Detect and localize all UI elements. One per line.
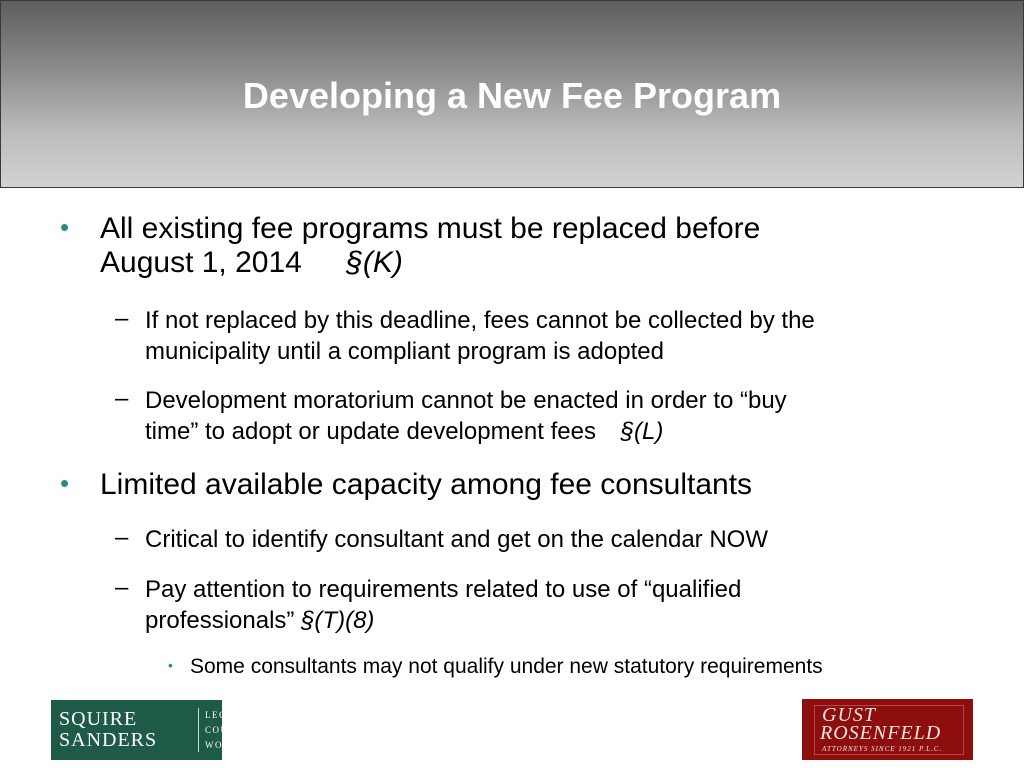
dash-icon: – <box>115 574 129 601</box>
statute-citation: §(T)(8) <box>301 607 375 634</box>
bullet-icon: • <box>60 468 70 498</box>
sub-bullet-line: professionals” <box>145 607 295 634</box>
sub-bullet-text <box>145 574 741 636</box>
logo-divider <box>198 708 199 752</box>
sub-bullet-text <box>145 524 768 555</box>
bullet-line: Limited available capacity among fee consultants <box>100 468 753 501</box>
sub-bullet-line: If not replaced by this deadline, fees cannot be collected by the <box>145 307 815 334</box>
squire-sanders-logo <box>51 700 275 760</box>
logo-text: SQUIRE <box>59 708 138 730</box>
logo-tagline: COUNSEL <box>205 725 258 735</box>
statute-citation: §(K) <box>346 246 403 279</box>
logo-tagline: ATTORNEYS SINCE 1921 P.L.C. <box>822 745 943 753</box>
bullet-icon: • <box>168 657 173 673</box>
sub-bullet-line: municipality until a compliant program is adopted <box>145 338 664 365</box>
sub-sub-bullet-text <box>190 654 823 680</box>
dash-icon: – <box>115 524 129 551</box>
sub-bullet-text <box>145 305 815 367</box>
sub-bullet-line: Development moratorium cannot be enacted in order to “buy <box>145 387 787 414</box>
logo-tagline: WORLDWIDE <box>205 740 275 750</box>
bullet-text <box>100 468 752 502</box>
sub-bullet-line: Critical to identify consultant and get on the calendar NOW <box>145 526 768 553</box>
bullet-text <box>100 212 760 280</box>
dash-icon: – <box>115 305 129 332</box>
gust-rosenfeld-logo <box>802 699 973 760</box>
logo-tagline: LEGAL <box>205 710 242 720</box>
sub-bullet-text <box>145 385 787 447</box>
statute-citation: §(L) <box>620 418 664 445</box>
logo-text: GUST <box>822 704 877 726</box>
bullet-line: All existing fee programs must be replaced before <box>100 212 761 245</box>
sub-bullet-line: time” to adopt or update development fees <box>145 418 596 445</box>
logo-text: ROSENFELD <box>820 722 942 744</box>
sub-sub-bullet-line: Some consultants may not qualify under new statutory requirements <box>190 655 823 678</box>
sub-bullet-line: Pay attention to requirements related to use of “qualified <box>145 576 742 603</box>
dash-icon: – <box>115 385 129 412</box>
bullet-line: August 1, 2014 <box>100 246 302 279</box>
slide-title: Developing a New Fee Program <box>242 75 782 116</box>
logo-text: SANDERS <box>59 729 158 751</box>
bullet-icon: • <box>60 212 70 242</box>
